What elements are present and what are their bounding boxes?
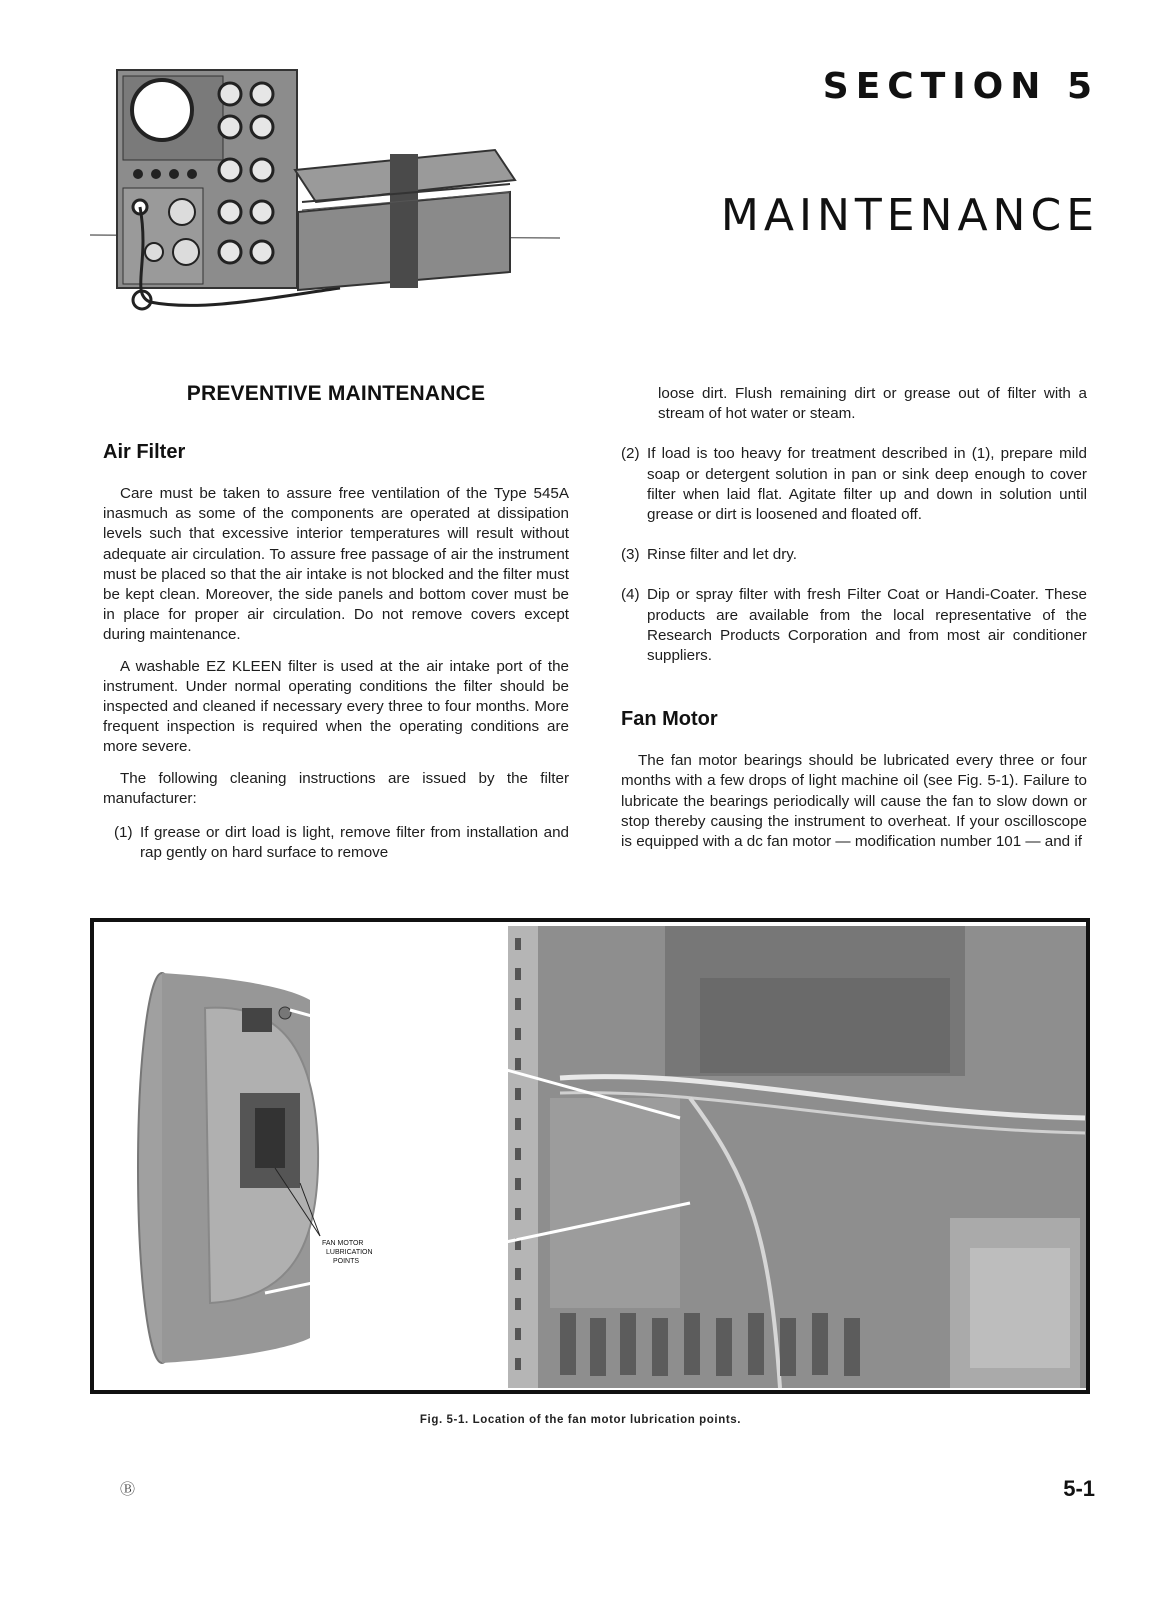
figure-caption: Fig. 5-1. Location of the fan motor lubrication points. bbox=[419, 1414, 742, 1426]
page-number: 5-1 bbox=[1063, 1476, 1095, 1501]
cleaning-step-1 bbox=[103, 823, 569, 863]
step-number: (3) bbox=[621, 546, 640, 564]
air-filter-paragraph-1: Care must be taken to assure free ventilation of the Type 545A inasmuch as some of the components are operated at dissipation levels such that excessive interior temperatures will result without adequate air circulation. To assure free passage of air the instrument must be placed so that the air intake is not blocked and the filter must be kept clean. Moreover, the side panels and bottom cover must be in place for proper air circulation. Do not remove covers except during maintenance. bbox=[103, 485, 570, 644]
air-filter-heading: Air Filter bbox=[103, 441, 186, 463]
preventive-maintenance-heading: PREVENTIVE MAINTENANCE bbox=[186, 382, 486, 405]
right-column bbox=[621, 384, 1087, 852]
callout-line-2: LUBRICATION bbox=[326, 1249, 373, 1256]
fan-motor-paragraph: The fan motor bearings should be lubricated every three or four months with a few drops of light machine oil (see Fig. 5-1). Failure to lubricate the bearings periodically will cause the fan to slow down or stop thereby causing the instrument to overheat. If your oscilloscope is equipped with a dc fan motor — modification number 101 — and if bbox=[621, 752, 1087, 851]
section-label: SECTION 5 bbox=[822, 66, 1099, 107]
callout-line-1: FAN MOTOR bbox=[322, 1240, 364, 1247]
air-filter-paragraph-2: A washable EZ KLEEN filter is used at the air intake port of the instrument. Under normal operating conditions the filter should be inspected and cleaned if necessary every three to four months. More frequent inspection is required when the operating conditions are more severe. bbox=[103, 657, 569, 756]
chapter-title: MAINTENANCE bbox=[720, 190, 1099, 241]
step-text: Rinse filter and let dry. bbox=[647, 546, 797, 564]
step-number: (2) bbox=[621, 445, 640, 463]
step-number: (4) bbox=[621, 586, 640, 604]
step-text: If load is too heavy for treatment described in (1), prepare mild soap or detergent solution in pan or sink deep enough to cover filter when laid flat. Agitate filter up and down in solution until grease or dirt is loosened and floated off. bbox=[647, 445, 1087, 524]
cleaning-step-1-continued: loose dirt. Flush remaining dirt or grease out of filter with a stream of hot water or steam. bbox=[658, 385, 1087, 423]
left-column bbox=[103, 382, 569, 863]
callout-line-3: POINTS bbox=[333, 1258, 360, 1265]
air-filter-paragraph-3: The following cleaning instructions are issued by the filter manufacturer: bbox=[103, 769, 569, 807]
revision-mark: Ⓑ bbox=[120, 1480, 136, 1498]
cleaning-step-4 bbox=[621, 585, 1087, 666]
cleaning-step-2 bbox=[621, 444, 1087, 525]
fan-motor-heading: Fan Motor bbox=[621, 708, 718, 731]
cleaning-step-3 bbox=[621, 545, 1087, 565]
oscilloscope-illustration bbox=[90, 62, 560, 324]
step-number: (1) bbox=[114, 824, 133, 842]
step-text: Dip or spray filter with fresh Filter Coat or Handi-Coater. These products are available from the local representative of the Research Products Corporation and from most air conditioner suppliers. bbox=[647, 586, 1087, 665]
step-text: If grease or dirt load is light, remove filter from installation and rap gently on hard surface to remove bbox=[140, 824, 569, 862]
fan-motor-figure bbox=[90, 918, 1090, 1394]
